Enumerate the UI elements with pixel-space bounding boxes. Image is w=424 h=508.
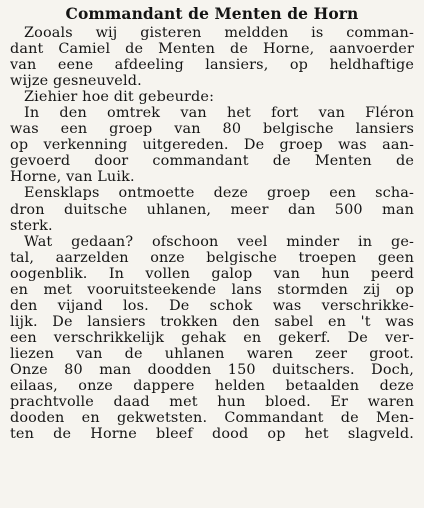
- text-line: tal, aarzelden onze belgische troepen geen: [10, 249, 414, 266]
- text-line: lijk. De lansiers trokken den sabel en 't was: [10, 313, 414, 330]
- text-line: Onze 80 man doodden 150 duitschers. Doch,: [10, 361, 414, 378]
- text-line: dron duitsche uhlanen, meer dan 500 man: [10, 201, 414, 218]
- text-line: oogenblik. In vollen galop van hun peerd: [10, 265, 414, 282]
- text-line: Wat gedaan? ofschoon veel minder in ge-: [24, 233, 414, 250]
- text-line: liezen van de uhlanen waren zeer groot.: [10, 345, 414, 362]
- text-line: wijze gesneuveld.: [10, 73, 142, 90]
- text-line: eilaas, onze dappere helden betaalden deze: [10, 378, 414, 395]
- text-line: op verkenning uitgereden. De groep was aan-: [10, 137, 414, 154]
- article-paragraph-1: [10, 25, 414, 89]
- article-paragraph-4: [10, 185, 414, 233]
- text-line: dant Camiel de Menten de Horne, aanvoerder: [10, 41, 414, 58]
- text-line: Horne, van Luik.: [10, 169, 135, 186]
- text-line: In den omtrek van het fort van Fléron: [24, 105, 414, 122]
- text-line: Zooals wij gisteren meldden is comman-: [24, 25, 414, 41]
- text-line: dooden en gekwetsten. Commandant de Men-: [10, 410, 414, 427]
- article-paragraph-2: [10, 89, 414, 105]
- text-line: ten de Horne bleef dood op het slagveld.: [10, 426, 414, 443]
- article-headline: Commandant de Menten de Horn: [65, 4, 359, 23]
- article-paragraph-3: [10, 105, 414, 185]
- text-line: gevoerd door commandant de Menten de: [10, 153, 414, 170]
- text-line: een verschrikkelijk gehak en gekerf. De ver-: [10, 329, 414, 346]
- text-line: den vijand los. De schok was verschrikke-: [10, 297, 414, 314]
- text-line: van eene afdeeling lansiers, op heldhaftige: [10, 57, 414, 74]
- text-line: prachtvolle daad met hun bloed. Er waren: [10, 394, 414, 411]
- text-line: Ziehier hoe dit gebeurde:: [24, 89, 215, 106]
- text-line: sterk.: [10, 217, 53, 234]
- text-line: Eensklaps ontmoette deze groep een scha-: [24, 185, 414, 202]
- text-line: en met vooruitsteekende lans stormden zij op: [10, 281, 414, 298]
- text-line: was een groep van 80 belgische lansiers: [10, 121, 414, 138]
- article-paragraph-5: [10, 234, 414, 443]
